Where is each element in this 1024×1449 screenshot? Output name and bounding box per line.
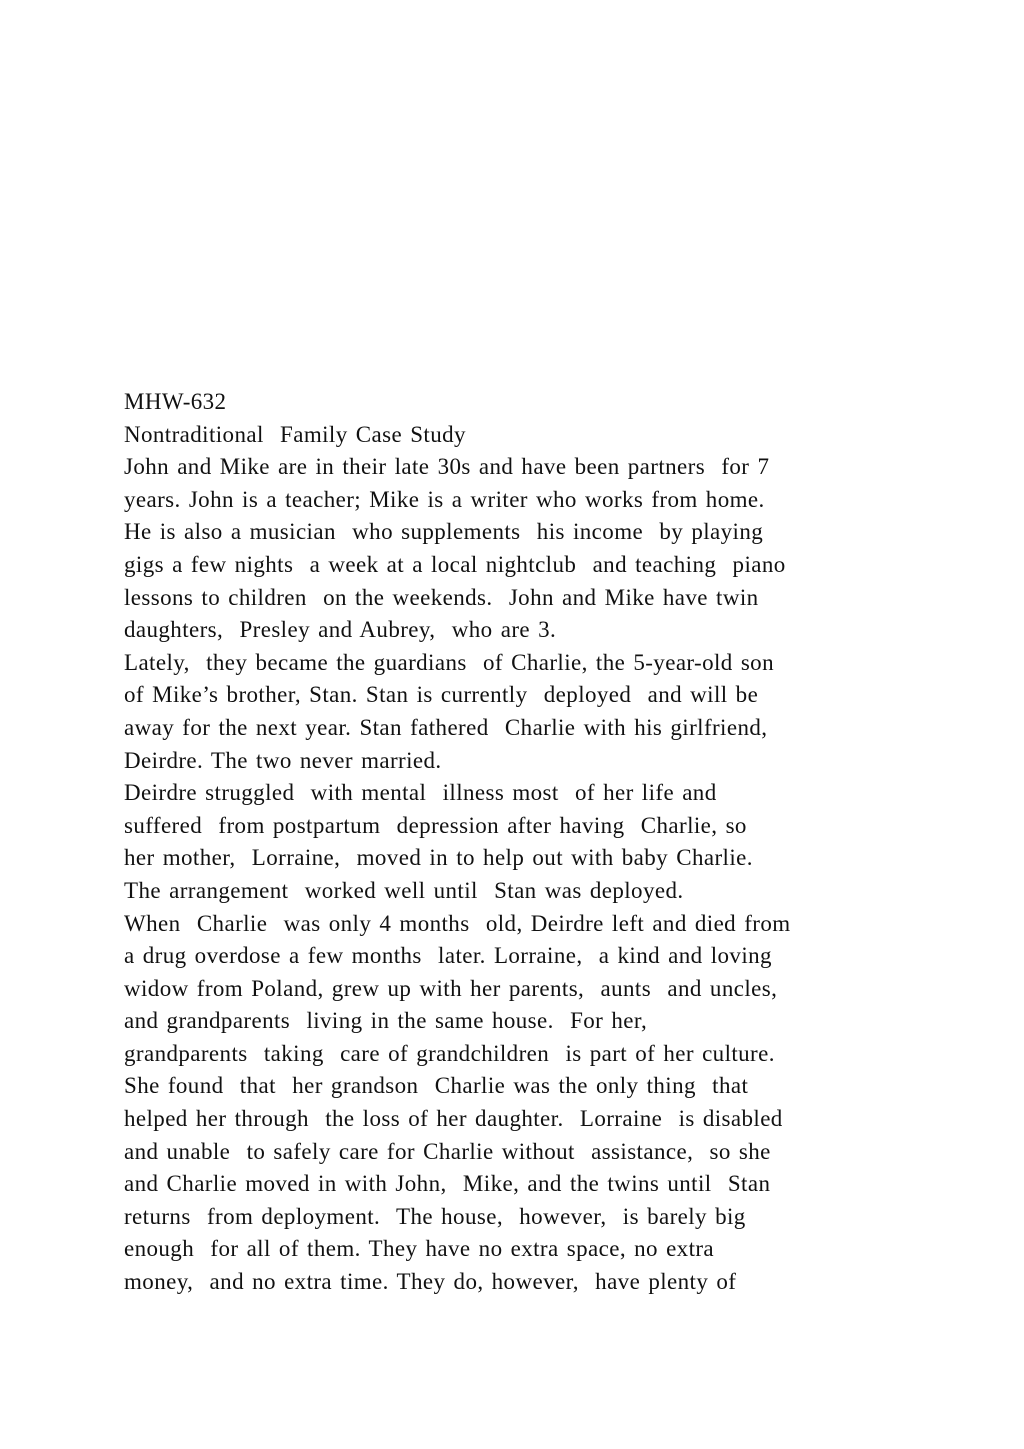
document-title: Nontraditional Family Case Study [124, 421, 466, 447]
text-line: Deirdre. The two never married. [124, 747, 442, 773]
text-line: and unable to safely care for Charlie without assistance, so she [124, 1138, 771, 1164]
text-line: Lately, they became the guardians of Charlie, the 5-year-old son [124, 649, 774, 675]
text-line: lessons to children on the weekends. John and Mike have twin [124, 584, 759, 610]
text-line: years. John is a teacher; Mike is a writer who works from home. [124, 486, 765, 512]
text-line: grandparents taking care of grandchildren is part of her culture. [124, 1040, 775, 1066]
text-line: The arrangement worked well until Stan was deployed. [124, 877, 684, 903]
text-line: gigs a few nights a week at a local nightclub and teaching piano [124, 551, 786, 577]
text-line: enough for all of them. They have no extra space, no extra [124, 1236, 715, 1262]
text-line: of Mike’s brother, Stan. Stan is currently deployed and will be [124, 682, 759, 708]
document-code: MHW-632 [124, 389, 227, 414]
text-line: and grandparents living in the same house. For her, [124, 1008, 648, 1034]
text-line: returns from deployment. The house, however, is barely big [124, 1203, 746, 1229]
text-line: suffered from postpartum depression after having Charlie, so [124, 812, 747, 838]
text-line: and Charlie moved in with John, Mike, and the twins until Stan [124, 1171, 771, 1197]
text-line: Deirdre struggled with mental illness most of her life and [124, 780, 717, 806]
text-line: daughters, Presley and Aubrey, who are 3. [124, 617, 557, 643]
text-line: He is also a musician who supplements his income by playing [124, 519, 764, 545]
text-line: widow from Poland, grew up with her parents, aunts and uncles, [124, 975, 778, 1001]
case-study-text [124, 386, 924, 1299]
text-line: She found that her grandson Charlie was the only thing that [124, 1073, 749, 1099]
text-line: When Charlie was only 4 months old, Deirdre left and died from [124, 910, 791, 936]
text-line: John and Mike are in their late 30s and have been partners for 7 [124, 454, 770, 480]
text-line: a drug overdose a few months later. Lorraine, a kind and loving [124, 943, 772, 969]
text-line: away for the next year. Stan fathered Charlie with his girlfriend, [124, 714, 768, 740]
text-line: money, and no extra time. They do, however, have plenty of [124, 1269, 737, 1295]
text-line: her mother, Lorraine, moved in to help out with baby Charlie. [124, 845, 753, 871]
text-line: helped her through the loss of her daughter. Lorraine is disabled [124, 1106, 783, 1132]
